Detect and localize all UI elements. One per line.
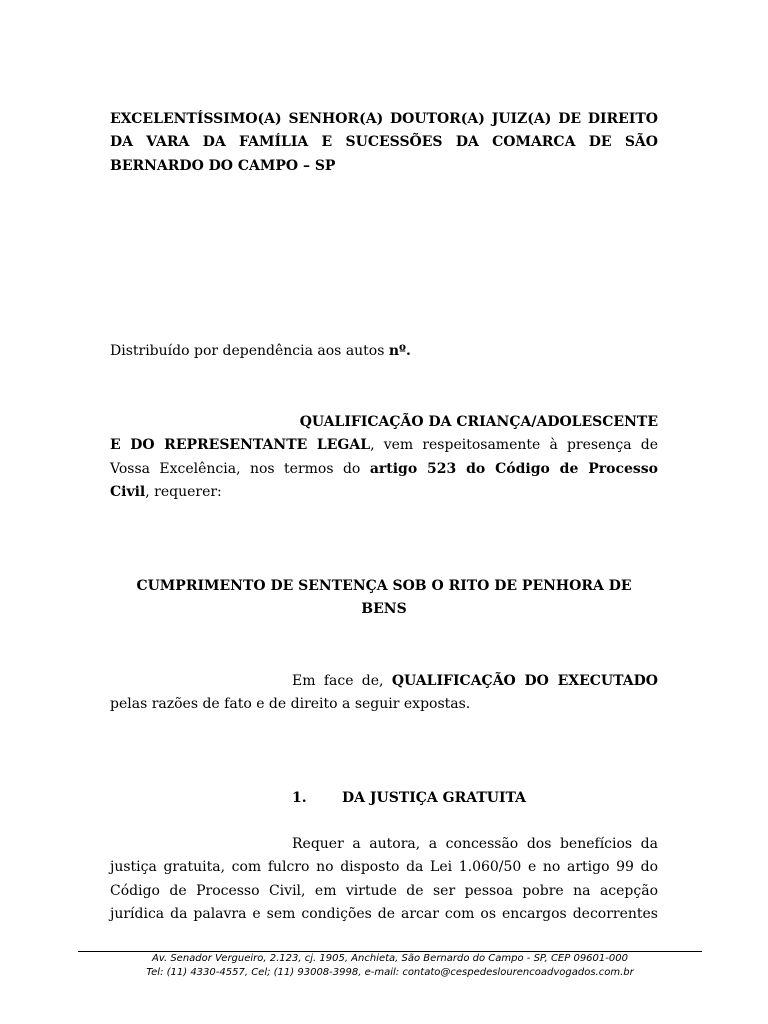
petition-title	[110, 575, 658, 622]
section-body-line-3: Código de Processo Civil, em virtude de ser pessoa pobre na acepção	[110, 882, 658, 899]
executed-text-1: Em face de,	[292, 673, 392, 689]
addressee-block	[110, 108, 658, 178]
addressee-line-2: DA VARA DA FAMÍLIA E SUCESSÕES DA COMARCA DE SÃO	[110, 134, 658, 151]
distribution-text: Distribuído por dependência aos autos	[110, 343, 389, 359]
footer-contact: Tel: (11) 4330-4557, Cel; (11) 93008-3998, e-mail: contato@cespedeslourencoadvogados.com.br	[146, 967, 634, 978]
section-body	[110, 833, 658, 926]
qualification-text-2: Vossa Excelência, nos termos do	[110, 460, 370, 477]
section-body-line-4: jurídica da palavra e sem condições de arcar com os encargos decorrentes	[110, 905, 658, 922]
footer	[78, 952, 702, 980]
addressee-line-1: EXCELENTÍSSIMO(A) SENHOR(A) DOUTOR(A) JUIZ(A) DE DIREITO	[110, 111, 658, 127]
executed-qualification: QUALIFICAÇÃO DO EXECUTADO	[391, 673, 658, 689]
executed-paragraph	[110, 670, 658, 717]
addressee-line-3: BERNARDO DO CAMPO – SP	[110, 157, 336, 174]
section-number: 1.	[292, 790, 307, 806]
section-title: DA JUSTIÇA GRATUITA	[342, 790, 527, 806]
section-heading	[292, 787, 526, 810]
qualification-paragraph	[110, 411, 658, 504]
section-body-line-2: justiça gratuita, com fulcro no disposto da Lei 1.060/50 e no artigo 99 do	[110, 859, 658, 876]
footer-address: Av. Senador Vergueiro, 2.123, cj. 1905, Anchieta, São Bernardo do Campo - SP, CEP 09601-000	[152, 953, 628, 964]
qualification-child: QUALIFICAÇÃO DA CRIANÇA/ADOLESCENTE	[299, 414, 658, 430]
legal-code-ref: Civil	[110, 483, 146, 500]
qualification-text-3: , requerer:	[145, 483, 222, 500]
case-number-label: nº.	[388, 343, 411, 359]
qualification-text-1: , vem respeitosamente à presença de	[370, 437, 658, 454]
executed-text-2: pelas razões de fato e de direito a seguir expostas.	[110, 696, 471, 713]
section-body-line-1: Requer a autora, a concessão dos benefícios da	[292, 836, 658, 852]
distribution-paragraph	[110, 340, 658, 363]
legal-article-ref: artigo 523 do Código de Processo	[369, 460, 659, 477]
petition-title-line-2: BENS	[361, 601, 407, 618]
qualification-representative: E DO REPRESENTANTE LEGAL	[110, 437, 371, 454]
petition-title-line-1: CUMPRIMENTO DE SENTENÇA SOB O RITO DE PENHORA DE	[136, 578, 632, 594]
